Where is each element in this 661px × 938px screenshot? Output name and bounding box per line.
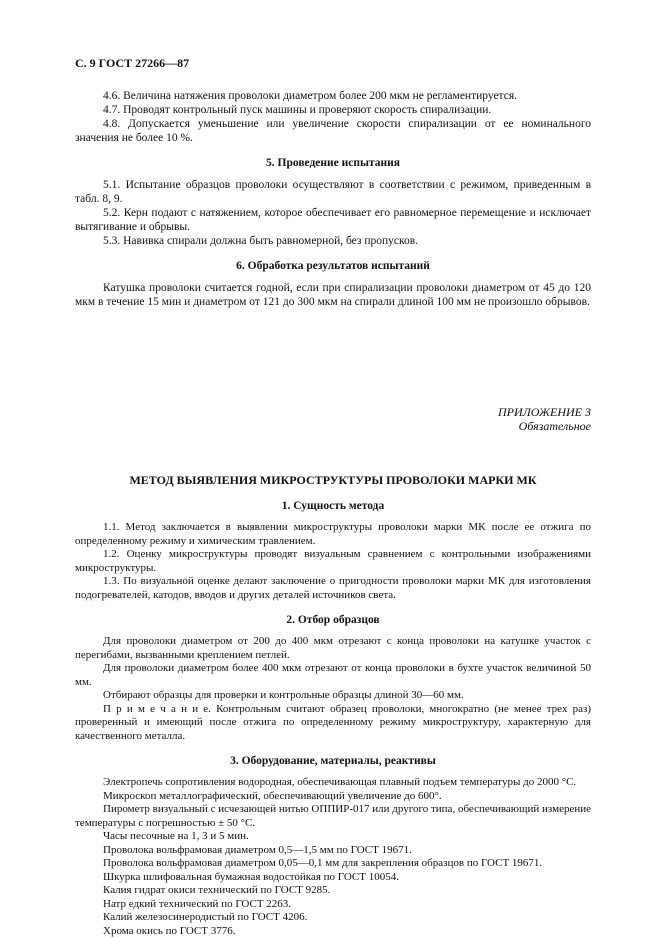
appendix-label-block	[75, 405, 591, 433]
paragraph-a2-note: П р и м е ч а н и е. Контрольным считают образец проволоки, многократно (не менее трех раз) проверенный и имеющий после отжига по определенному режиму микроструктуру, характерную для качественного металла.	[75, 703, 591, 744]
paragraph-a2-2: Для проволоки диаметром более 400 мкм отрезают от конца проволоки в бухте участок величиной 50 мм.	[75, 662, 591, 689]
section-5-title: 5. Проведение испытания	[75, 157, 591, 169]
equipment-item-3: Пирометр визуальный с исчезающей нитью ОППИР-017 или другого типа, обеспечивающий измерение температуры с погрешностью ± 50 °С.	[75, 803, 591, 830]
paragraph-a2-3: Отбирают образцы для проверки и контрольные образцы длиной 30—60 мм.	[75, 689, 591, 703]
equipment-item-10: Калий железосинеродистый по ГОСТ 4206.	[75, 911, 591, 925]
appendix-title: МЕТОД ВЫЯВЛЕНИЯ МИКРОСТРУКТУРЫ ПРОВОЛОКИ МАРКИ МК	[75, 473, 591, 488]
appendix-section-1-title: 1. Сущность метода	[75, 500, 591, 512]
equipment-item-5: Проволока вольфрамовая диаметром 0,5—1,5 мм по ГОСТ 19671.	[75, 844, 591, 858]
paragraph-5-2: 5.2. Керн подают с натяжением, которое обеспечивает его равномерное перемещение и исключает вытягивание и обрывы.	[75, 206, 591, 234]
paragraph-4-7: 4.7. Проводят контрольный пуск машины и проверяют скорость спирализации.	[75, 103, 591, 117]
equipment-item-11: Хрома окись по ГОСТ 3776.	[75, 925, 591, 938]
equipment-item-8: Калия гидрат окиси технический по ГОСТ 9285.	[75, 884, 591, 898]
appendix-label: ПРИЛОЖЕНИЕ 3	[75, 405, 591, 419]
appendix-sublabel: Обязательное	[75, 419, 591, 433]
paragraph-5-3: 5.3. Навивка спирали должна быть равномерной, без пропусков.	[75, 234, 591, 248]
paragraph-4-8: 4.8. Допускается уменьшение или увеличение скорости спирализации от ее номинального значения не более 10 %.	[75, 117, 591, 145]
equipment-item-2: Микроскоп металлографический, обеспечивающий увеличение до 600°.	[75, 790, 591, 804]
equipment-item-6: Проволока вольфрамовая диаметром 0,05—0,1 мм для закрепления образцов по ГОСТ 19671.	[75, 857, 591, 871]
paragraph-6-1: Катушка проволоки считается годной, если при спирализации проволоки диаметром от 45 до 120 мкм в течение 15 мин и диаметром от 121 до 300 мкм на спирали длиной 100 мм не произошло обрывов.	[75, 281, 591, 309]
paragraph-5-1: 5.1. Испытание образцов проволоки осуществляют в соответствии с режимом, приведенным в табл. 8, 9.	[75, 178, 591, 206]
paragraph-a2-1: Для проволоки диаметром от 200 до 400 мкм отрезают с конца проволоки на катушке участок с перегибами, вызванными креплением петлей.	[75, 635, 591, 662]
paragraph-4-6: 4.6. Величина натяжения проволоки диаметром более 200 мкм не регламентируется.	[75, 89, 591, 103]
section-6-title: 6. Обработка результатов испытаний	[75, 260, 591, 272]
equipment-item-9: Натр едкий технический по ГОСТ 2263.	[75, 898, 591, 912]
paragraph-a1-1: 1.1. Метод заключается в выявлении микроструктуры проволоки марки МК после ее отжига по определенному режиму и химическим травлением.	[75, 521, 591, 548]
equipment-item-7: Шкурка шлифовальная бумажная водостойкая по ГОСТ 10054.	[75, 871, 591, 885]
appendix-section-2-title: 2. Отбор образцов	[75, 614, 591, 626]
page-header: С. 9 ГОСТ 27266—87	[75, 56, 591, 71]
equipment-item-1: Электропечь сопротивления водородная, обеспечивающая плавный подъем температуры до 2000 °С.	[75, 776, 591, 790]
equipment-item-4: Часы песочные на 1, 3 и 5 мин.	[75, 830, 591, 844]
appendix-section-3-title: 3. Оборудование, материалы, реактивы	[75, 755, 591, 767]
paragraph-a1-2: 1.2. Оценку микроструктуры проводят визуальным сравнением с контрольными изображениями микроструктуры.	[75, 548, 591, 575]
paragraph-a1-3: 1.3. По визуальной оценке делают заключение о пригодности проволоки марки МК для изготовления подогревателей, катодов, вводов и других деталей источников света.	[75, 575, 591, 602]
